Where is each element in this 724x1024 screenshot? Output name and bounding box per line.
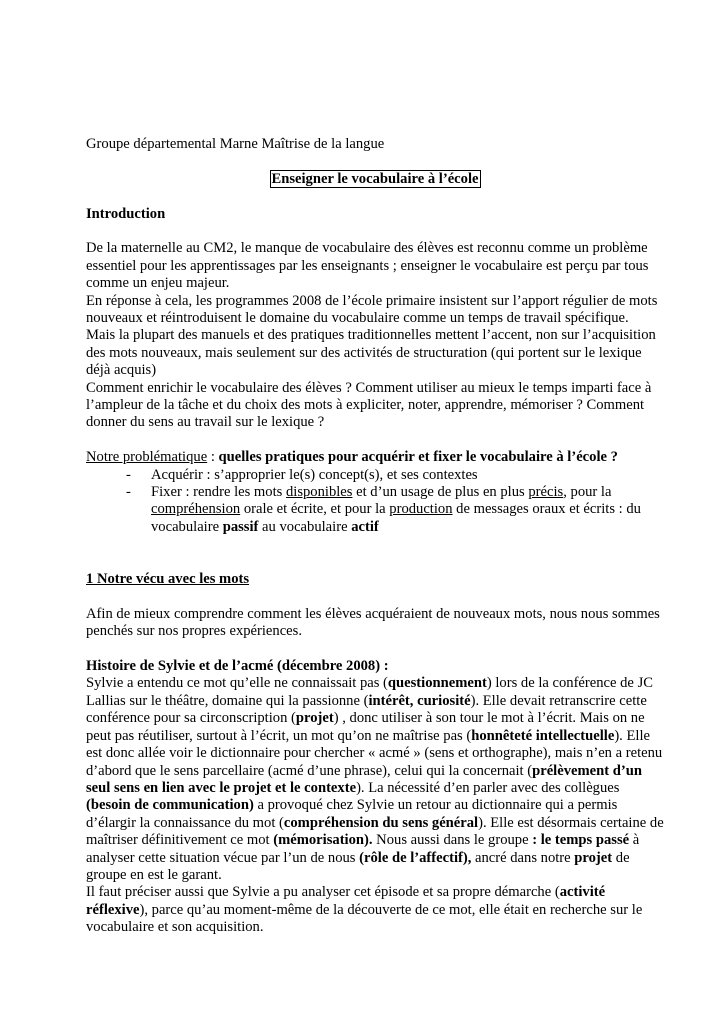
intro-paragraph-3: Mais la plupart des manuels et des pratiques traditionnelles mettent l’accent, non sur l’acquisition des mots nouveaux, mais seulement sur des activités de structuration (qui portent sur le lexique déjà acquis) — [86, 327, 656, 379]
problematique-label: Notre problématique — [86, 449, 208, 466]
intro-paragraph-4: Comment enrichir le vocabulaire des élèves ? Comment utiliser au mieux le temps imparti face à l’ampleur de la tâche et du choix des mots à expliciter, noter, apprendre, mémoriser ? Comment donner du sens au travail sur le lexique ? — [86, 379, 652, 431]
document-title: Enseigner le vocabulaire à l’école — [271, 170, 479, 187]
document-header: Groupe départemental Marne Maîtrise de la langue — [86, 136, 385, 152]
intro-paragraph-2: En réponse à cela, les programmes 2008 de l’école primaire insistent sur l’apport régulier de mots nouveaux et réintroduisent le domaine du vocabulaire comme un temps de travail spécifique. — [86, 292, 658, 327]
final-paragraph: Il faut préciser aussi que Sylvie a pu analyser cet épisode et sa propre démarche (activité réflexive), parce qu’au moment-même de la découverte de ce mot, elle était en recherche sur le vocabulaire et son acquisition. — [86, 884, 643, 936]
story-paragraph: Sylvie a entendu ce mot qu’elle ne connaissait pas (questionnement) lors de la conférence de JC Lallias sur le théâtre, domaine qui la passionne (intérêt, curiosité). Elle devait retranscrire cette conférence pour sa circonscription (projet) , donc utiliser à son tour le mot à l’écrit. Mais on ne peut pas réutiliser, surtout à l’écrit, un mot qu’on ne maîtrise pas (honnêteté intellectuelle). Elle est donc allée voir le dictionnaire pour chercher « acmé » (sens et orthographe), mais n’en a retenu d’abord que le sens parcellaire (acmé d’une phrase), celui qui la concernait (prélèvement d’un seul sens en lien avec le projet et le contexte). La nécessité d’en parler avec des collègues (besoin de communication) a provoqué chez Sylvie un retour au dictionnaire qui a permis d’élargir la connaissance du mot (compréhension du sens général). Elle est désormais certaine de maîtriser définitivement ce mot (mémorisation). Nous aussi dans le groupe : le temps passé à analyser cette situation vécue par l’un de nous (rôle de l’affectif), ancré dans notre projet de groupe en est le garant. — [86, 675, 664, 883]
problematique-question: quelles pratiques pour acquérir et fixer le vocabulaire à l’école ? — [218, 449, 618, 466]
story-heading: Histoire de Sylvie et de l’acmé (décembre 2008) : — [86, 658, 389, 675]
intro-paragraph-1: De la maternelle au CM2, le manque de vocabulaire des élèves est reconnu comme un problème essentiel pour les apprentissages par les enseignants ; enseigner le vocabulaire est perçu par tous comme un enjeu majeur. — [86, 240, 649, 292]
intro-heading: Introduction — [86, 205, 166, 222]
document-title-line — [86, 171, 664, 188]
section1-heading: 1 Notre vécu avec les mots — [86, 571, 250, 588]
list-item: - Fixer : rendre les mots disponibles et d’un usage de plus en plus précis, pour la compréhension orale et écrite, et pour la production de messages oraux et écrits : du vocabulaire passif au vocabulaire actif — [126, 484, 641, 535]
section1-intro: Afin de mieux comprendre comment les élèves acquéraient de nouveaux mots, nous nous sommes penchés sur nos propres expériences. — [86, 605, 660, 640]
problematique-list — [86, 467, 664, 537]
problematique-line: Notre problématique : quelles pratiques pour acquérir et fixer le vocabulaire à l’école ? — [86, 449, 618, 466]
list-item: - Acquérir : s’approprier le(s) concept(s), et ses contextes — [126, 466, 478, 483]
